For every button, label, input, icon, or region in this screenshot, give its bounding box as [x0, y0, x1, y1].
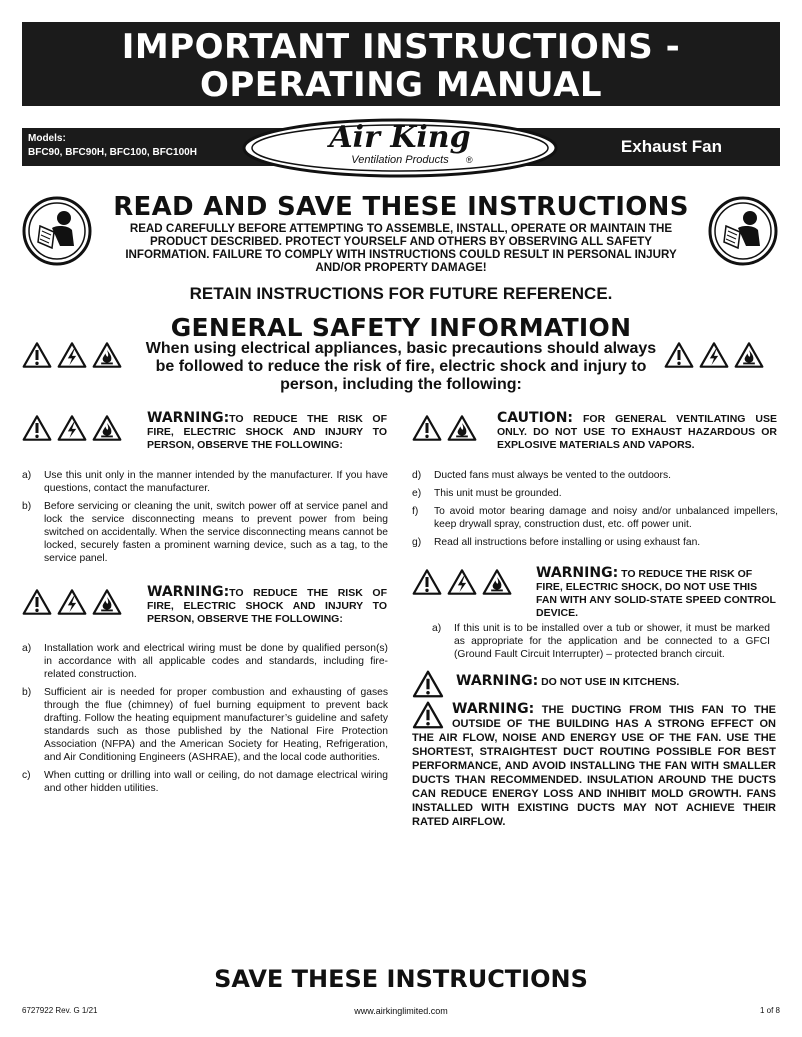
page-title-line1: IMPORTANT INSTRUCTIONS -: [121, 27, 681, 67]
page-title-line2: OPERATING MANUAL: [199, 65, 603, 105]
warning4-block: [456, 675, 776, 689]
save-instructions: SAVE THESE INSTRUCTIONS: [214, 965, 588, 993]
air-king-logo: [240, 118, 560, 178]
exclamation-warning-icon: [412, 568, 442, 596]
list-item: a) Use this unit only in the manner intended by the manufacturer. If you have questions, contact the manufacturer.: [22, 470, 388, 494]
exclamation-warning-icon: [412, 414, 442, 442]
caution-block: [497, 412, 777, 452]
list-item: e) This unit must be grounded.: [412, 488, 562, 499]
warning4-label: WARNING:: [456, 673, 539, 689]
general-icons-right: [664, 341, 764, 369]
warning3-text: TO REDUCE THE RISK OF FIRE, ELECTRIC SHOCK, DO NOT USE THIS FAN WITH ANY SOLID-STATE SPEED CONTROL DEVICE.: [536, 568, 776, 619]
warning2-label: WARNING:: [147, 584, 230, 600]
warning2-icons: [22, 588, 122, 616]
warning3-block: [536, 567, 778, 620]
left-list-1: [22, 469, 388, 570]
exclamation-warning-icon: [22, 341, 52, 369]
general-body: When using electrical appliances, basic precautions should always be followed to reduce the risk of fire, electric shock and injury to person, including the following:: [145, 340, 657, 393]
warning4-text: DO NOT USE IN KITCHENS.: [541, 676, 680, 688]
caution-icons: [412, 414, 477, 442]
list-item: b) Before servicing or cleaning the unit, switch power off at service panel and lock the service disconnecting means to prevent power from being switched on accidentally. When the service disconnecting means cannot be locked, securely fasten a prominent warning device, such as a tag, to the service panel.: [22, 501, 388, 564]
list-item: a) If this unit is to be installed over a tub or shower, it must be marked as appropriate for the application and be connected to a GFCI (Ground Fault Circuit Interrupter) – protected branch circuit.: [432, 623, 770, 660]
list-item: a) Installation work and electrical wiring must be done by qualified person(s) in accordance with all applicable codes and standards, including fire-related construction.: [22, 643, 388, 680]
fire-hazard-icon: [482, 568, 512, 596]
warning1-icons: [22, 414, 122, 442]
electric-shock-icon: [699, 341, 729, 369]
doc-id: 6727922 Rev. G 1/21: [22, 1006, 98, 1015]
page-number: 1 of 8: [759, 1006, 780, 1015]
electric-shock-icon: [57, 588, 87, 616]
exclamation-warning-icon: [664, 341, 694, 369]
caution-label: CAUTION:: [497, 410, 574, 426]
caution-text: FOR GENERAL VENTILATING USE ONLY. DO NOT USE TO EXHAUST HAZARDOUS OR EXPLOSIVE MATERIALS AND VAPORS.: [497, 413, 777, 451]
right-list: [412, 469, 778, 554]
exclamation-warning-icon: [22, 588, 52, 616]
fire-hazard-icon: [447, 414, 477, 442]
brand-sub: Ventilation Products: [351, 154, 449, 166]
warning3-icons: [412, 568, 512, 596]
electric-shock-icon: [447, 568, 477, 596]
retain-notice: RETAIN INSTRUCTIONS FOR FUTURE REFERENCE.: [189, 284, 613, 303]
website-url: www.airkinglimited.com: [354, 1006, 448, 1016]
fire-hazard-icon: [92, 341, 122, 369]
list-item: b) Sufficient air is needed for proper combustion and exhausting of gases through the flue (chimney) of fuel burning equipment to prevent back drafting. Follow the heating equipment manufacturer’s guideline and safety standards such as those published by the National Fire Protection Association (NFPA) and the American Society for Heating, Refrigeration, and Air Conditioning Engineers (ASHRAE), and the local code authorities.: [22, 687, 388, 763]
warning2-block: [147, 586, 387, 626]
warning1-block: [147, 412, 387, 452]
list-item: f) To avoid motor bearing damage and noisy and/or unbalanced impellers, keep drywall spray, construction dust, etc. off power unit.: [412, 506, 778, 530]
electric-shock-icon: [57, 414, 87, 442]
fire-hazard-icon: [734, 341, 764, 369]
list-item: c) When cutting or drilling into wall or ceiling, do not damage electrical wiring and other hidden utilities.: [22, 770, 388, 794]
title-banner: [22, 22, 780, 106]
list-item: g) Read all instructions before installing or using exhaust fan.: [412, 537, 701, 548]
electric-shock-icon: [57, 341, 87, 369]
general-icons-left: [22, 341, 122, 369]
warning1-text: TO REDUCE THE RISK OF FIRE, ELECTRIC SHOCK AND INJURY TO PERSON, OBSERVE THE FOLLOWING:: [147, 413, 387, 451]
warning3-label: WARNING:: [536, 565, 619, 581]
right-list-2: [432, 622, 770, 666]
read-heading: READ AND SAVE THESE INSTRUCTIONS: [113, 192, 689, 222]
left-list-2: [22, 642, 388, 800]
warning5-block: [412, 702, 776, 829]
list-item: d) Ducted fans must always be vented to the outdoors.: [412, 470, 671, 481]
fire-hazard-icon: [92, 588, 122, 616]
registered-mark: ®: [466, 155, 473, 165]
exclamation-warning-icon: [412, 670, 444, 698]
brand-name: Air King: [329, 120, 471, 155]
fire-hazard-icon: [92, 414, 122, 442]
general-heading: GENERAL SAFETY INFORMATION: [170, 313, 632, 342]
read-body: READ CAREFULLY BEFORE ATTEMPTING TO ASSEMBLE, INSTALL, OPERATE OR MAINTAIN THE PRODUCT DESCRIBED. PROTECT YOURSELF AND OTHERS BY OBSERVING ALL SAFETY INFORMATION. FAILURE TO COMPLY WITH INSTRUCTIONS COULD RESULT IN PERSONAL INJURY AND/OR PROPERTY DAMAGE!: [125, 222, 677, 274]
models-label: Models:: [28, 133, 66, 144]
warning2-text: TO REDUCE THE RISK OF FIRE, ELECTRIC SHOCK AND INJURY TO PERSON, OBSERVE THE FOLLOWING:: [147, 587, 387, 625]
models-list: BFC90, BFC90H, BFC100, BFC100H: [28, 147, 197, 158]
warning5-label: WARNING:: [452, 701, 535, 717]
product-type: Exhaust Fan: [620, 137, 722, 156]
warning1-label: WARNING:: [147, 410, 230, 426]
warning5-text: THE DUCTING FROM THIS FAN TO THE OUTSIDE OF THE BUILDING HAS A STRONG EFFECT ON THE AIR FLOW, NOISE AND ENERGY USE OF THE FAN. USE THE SHORTEST, STRAIGHTEST DUCT ROUTING POSSIBLE FOR BEST PERFORMANCE, AND AVOID INSTALLING THE FAN WITH SMALLER DUCTS THAN RECOMMENDED. INSULATION AROUND THE DUCTS CAN REDUCE ENERGY LOSS AND INHIBIT MOLD GROWTH. FANS INSTALLED WITH EXISTING DUCTS MAY NOT ACHIEVE THEIR RATED AIRFLOW.: [412, 704, 776, 828]
exclamation-warning-icon: [22, 414, 52, 442]
